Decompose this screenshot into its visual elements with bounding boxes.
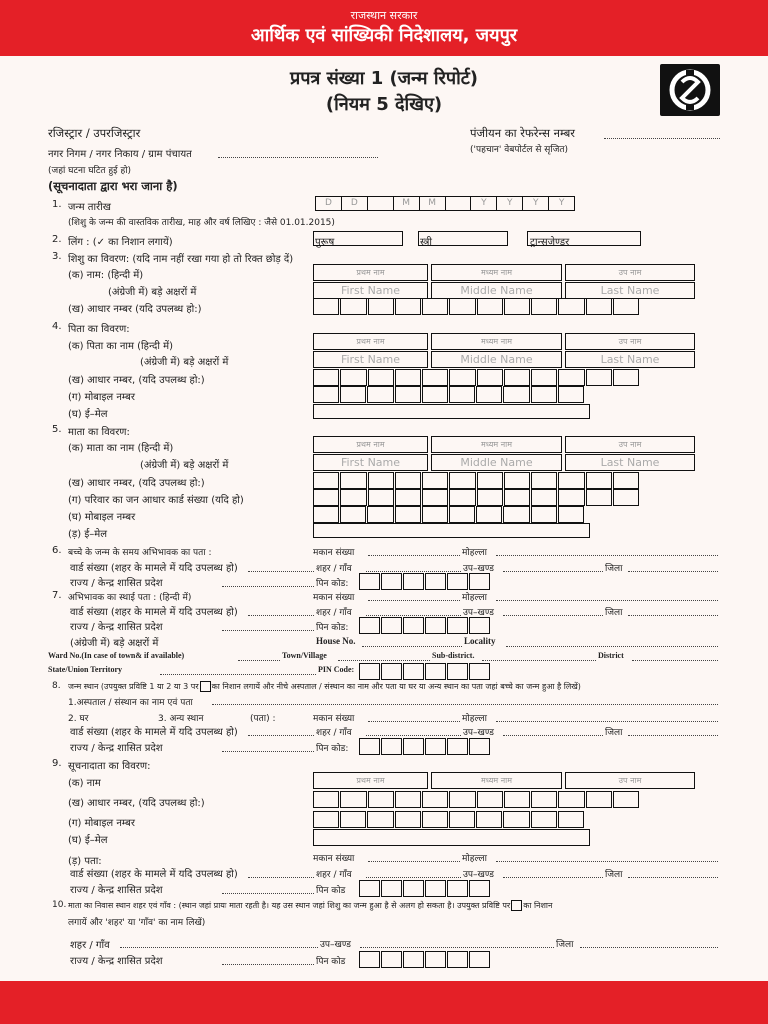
local-body-label: नगर निगम / नगर निकाय / ग्राम पंचायत [48, 149, 192, 160]
hospital-field[interactable] [212, 704, 718, 705]
s10-district-field[interactable] [580, 947, 718, 948]
informant-addr-label: (ड़) पता: [68, 856, 102, 867]
dob-input[interactable]: D D M M Y Y Y Y [315, 196, 575, 211]
informant-details-label: सूचनादाता का विवरण: [68, 761, 151, 772]
s7-sub-field[interactable] [503, 615, 603, 616]
s9-district-field[interactable] [628, 877, 718, 878]
mother-name-en-label: (अंग्रेजी में) बड़े अक्षरों में [140, 460, 229, 471]
s6-ward-label: वार्ड संख्या (शहर के मामले में यदि उपलब्ध हो) [70, 563, 238, 574]
informant-aadhaar-input[interactable] [313, 791, 640, 808]
s10-sub-label: उप–खण्ड [320, 940, 351, 950]
informant-fill-note: (सूचनादाता द्वारा भरा जाना है) [48, 179, 178, 193]
jan-aadhaar-label: (ग) परिवार का जन आधार कार्ड संख्या (यदि हो) [68, 495, 244, 506]
district-en-label: District [598, 651, 624, 660]
birth-home-label: 2. घर [68, 714, 89, 724]
father-middle-hi[interactable]: मध्यम नाम [431, 333, 562, 350]
pehchan-logo-icon [660, 64, 720, 116]
father-middle-en[interactable]: Middle Name [431, 351, 562, 368]
s6-pin-input[interactable] [359, 573, 491, 590]
s8-house-label: मकान संख्या [313, 714, 355, 724]
s7-city-field[interactable] [366, 615, 461, 616]
s7-state-label: राज्य / केन्द्र शासित प्रदेश [70, 622, 163, 633]
father-email-label: (घ) ई–मेल [68, 409, 108, 420]
locality-en-field[interactable] [506, 646, 718, 647]
father-first-en[interactable]: First Name [313, 351, 428, 368]
s7-num: 7. [52, 590, 62, 601]
informant-first[interactable]: प्रथम नाम [313, 772, 428, 789]
mother-residence-line2: लगायें और 'शहर' या 'गाँव' का नाम लिखें) [68, 918, 206, 928]
department-name: आर्थिक एवं सांख्यिकी निदेशालय, जयपुर [250, 25, 518, 46]
s8-state-field[interactable] [222, 751, 314, 752]
s6-sub-field[interactable] [503, 571, 603, 572]
subdist-en-field[interactable] [482, 660, 596, 661]
event-place-note: (जहां घटना घटित हुई हो) [48, 166, 132, 176]
hospital-label: 1.अस्पताल / संस्थान का नाम एवं पता [68, 698, 193, 708]
s6-district-label: जिला [605, 564, 623, 574]
s9-district-label: जिला [605, 870, 623, 880]
informant-name-label: (क) नाम [68, 778, 101, 789]
mother-middle-en[interactable]: Middle Name [431, 454, 562, 471]
father-name-en-label: (अंग्रेजी में) बड़े अक्षरों में [140, 357, 229, 368]
s6-state-field[interactable] [222, 586, 314, 587]
s9-ward-field[interactable] [248, 877, 314, 878]
informant-email-input[interactable] [313, 829, 590, 846]
s9-ward-label: वार्ड संख्या (शहर के मामले में यदि उपलब्ध हो) [70, 869, 238, 880]
father-last-en[interactable]: Last Name [565, 351, 695, 368]
mother-name-hi-label: (क) माता का नाम (हिन्दी में) [68, 443, 174, 454]
s8-sub-field[interactable] [503, 735, 603, 736]
house-en-label: House No. [316, 636, 356, 646]
check-sample-icon [200, 681, 211, 692]
pin-en-input[interactable] [359, 663, 491, 680]
locality-en-label: Locality [464, 636, 496, 646]
father-first-hi[interactable]: प्रथम नाम [313, 333, 428, 350]
informant-email-label: (घ) ई–मेल [68, 835, 108, 846]
state-en-label: State/Union Territory [48, 665, 122, 674]
s7-district-label: जिला [605, 608, 623, 618]
s7-state-field[interactable] [222, 630, 314, 631]
s9-mohalla-field[interactable] [496, 861, 718, 862]
ward-en-field[interactable] [238, 660, 280, 661]
state-en-field[interactable] [160, 674, 316, 675]
s6-house-label: मकान संख्या [313, 548, 355, 558]
s10-state-field[interactable] [222, 964, 314, 965]
child-middle-en[interactable]: Middle Name [431, 282, 562, 299]
s7-house-label: मकान संख्या [313, 593, 355, 603]
s10-state-label: राज्य / केन्द्र शासित प्रदेश [70, 956, 163, 967]
s8-num: 8. [52, 681, 61, 691]
s10-pin-label: पिन कोड [316, 957, 346, 967]
mother-middle-hi[interactable]: मध्यम नाम [431, 436, 562, 453]
s9-city-label: शहर / गाँव [316, 870, 352, 880]
house-en-field[interactable] [362, 646, 462, 647]
dob-note: (शिशु के जन्म की वास्तविक तारीख, माह और वर्ष लिखिए : जैसे 01.01.2015) [68, 218, 335, 228]
s8-state-label: राज्य / केन्द्र शासित प्रदेश [70, 743, 163, 754]
trans-checkbox[interactable] [527, 231, 641, 246]
mother-mobile-input[interactable] [313, 506, 585, 523]
pin-en-label: PIN Code: [318, 665, 355, 674]
s10-sub-field[interactable] [360, 947, 554, 948]
father-last-hi[interactable]: उप नाम [565, 333, 695, 350]
father-name-hi-label: (क) पिता का नाम (हिन्दी में) [68, 341, 173, 352]
registrar-label: रजिस्ट्रार / उपरजिस्ट्रार [48, 126, 141, 140]
mother-residence-label: माता का निवास स्थान शहर एवं गाँव : (स्थान जहां प्रायः माता रहती है। यह उस स्थान जहां शिशु का जन्म हुआ है से अलग हो सकता है। उपयुक्त प्रविष्टि पर का निशान [68, 901, 553, 910]
s8-sub-label: उप–खण्ड [463, 728, 494, 738]
child-first-hi[interactable]: प्रथम नाम [313, 264, 428, 281]
child-name-en-label: (अंग्रेजी में) बड़े अक्षरों में [108, 287, 197, 298]
s8-pin-label: पिन कोड: [316, 744, 349, 754]
s9-sub-field[interactable] [503, 877, 603, 878]
s10-city-label: शहर / गाँव [70, 940, 110, 951]
child-first-en[interactable]: First Name [313, 282, 428, 299]
footer-banner [0, 981, 768, 1024]
father-email-input[interactable] [313, 404, 590, 419]
s9-num: 9. [52, 758, 62, 769]
s7-mohalla-field[interactable] [496, 600, 718, 601]
informant-last[interactable]: उप नाम [565, 772, 695, 789]
town-en-label: Town/Village [282, 651, 327, 660]
header-banner [0, 0, 768, 56]
mother-details-label: माता का विवरण: [68, 427, 130, 438]
s9-house-label: मकान संख्या [313, 854, 355, 864]
father-mobile-label: (ग) मोबाइल नम्बर [68, 392, 135, 403]
mother-email-label: (ड़) ई–मेल [68, 529, 108, 540]
informant-middle[interactable]: मध्यम नाम [431, 772, 562, 789]
mother-last-en[interactable]: Last Name [565, 454, 695, 471]
birth-addr-label: (पता) : [250, 714, 276, 724]
s9-city-field[interactable] [366, 877, 461, 878]
s6-num: 6. [52, 545, 62, 556]
s10-district-label: जिला [556, 940, 574, 950]
s7-pin-input[interactable] [359, 617, 491, 634]
s8-pin-input[interactable] [359, 738, 491, 755]
s6-district-field[interactable] [628, 571, 718, 572]
s9-mohalla-label: मोहल्ला [462, 854, 487, 864]
informant-aadhaar-label: (ख) आधार नम्बर, (यदि उपलब्ध हो:) [68, 798, 205, 809]
jan-aadhaar-input[interactable] [313, 489, 640, 506]
female-checkbox[interactable] [418, 231, 508, 246]
s9-pin-input[interactable] [359, 880, 491, 897]
s6-city-label: शहर / गाँव [316, 564, 352, 574]
s9-state-field[interactable] [222, 893, 314, 894]
mother-first-hi[interactable]: प्रथम नाम [313, 436, 428, 453]
s9-house-field[interactable] [368, 861, 460, 862]
mother-email-input[interactable] [313, 523, 590, 538]
male-checkbox[interactable] [313, 231, 403, 246]
s3-num: 3. [52, 251, 62, 262]
s7-pin-label: पिन कोड: [316, 623, 349, 633]
child-details-label: शिशु का विवरण: (यदि नाम नहीं रखा गया हो तो रिक्त छोड़ दें) [68, 254, 294, 265]
s6-house-field[interactable] [368, 555, 460, 556]
subdist-en-label: Sub-district. [432, 651, 475, 660]
form-rule: (नियम 5 देखिए) [325, 94, 443, 115]
female-label: स्त्री [420, 237, 432, 248]
district-en-field[interactable] [632, 660, 718, 661]
s6-mohalla-field[interactable] [496, 555, 718, 556]
s8-city-label: शहर / गाँव [316, 728, 352, 738]
s9-sub-label: उप–खण्ड [463, 870, 494, 880]
ward-en-label: Ward No.(In case of town& if available) [48, 651, 185, 660]
reg-ref-field[interactable] [604, 138, 720, 139]
s1-num: 1. [52, 199, 62, 210]
s8-district-field[interactable] [628, 735, 718, 736]
s8-city-field[interactable] [366, 735, 461, 736]
s7-mohalla-label: मोहल्ला [462, 593, 487, 603]
s6-ward-field[interactable] [248, 571, 314, 572]
s10-pin-input[interactable] [359, 951, 491, 968]
child-last-en[interactable]: Last Name [565, 282, 695, 299]
gender-label: लिंग : (✓ का निशान लगायें) [68, 237, 173, 248]
mother-last-hi[interactable]: उप नाम [565, 436, 695, 453]
s6-city-field[interactable] [366, 571, 461, 572]
trans-label: ट्रान्सजेण्डर [530, 237, 570, 248]
s9-state-label: राज्य / केन्द्र शासित प्रदेश [70, 885, 163, 896]
permanent-address-label: अभिभावक का स्थाई पता : (हिन्दी में) [68, 593, 192, 603]
s7-house-field[interactable] [368, 600, 460, 601]
s7-en-caps-label: (अंग्रेजी में) बड़े अक्षरों में [70, 638, 159, 649]
informant-mobile-label: (ग) मोबाइल नम्बर [68, 818, 135, 829]
child-aadhaar-input[interactable] [313, 298, 640, 315]
s2-num: 2. [52, 234, 62, 245]
s8-mohalla-label: मोहल्ला [462, 714, 487, 724]
s4-num: 4. [52, 321, 62, 332]
s7-sub-label: उप–खण्ड [463, 608, 494, 618]
reg-ref-note: ('पहचान' वेबपोर्टल से सृजित) [470, 145, 569, 155]
child-last-hi[interactable]: उप नाम [565, 264, 695, 281]
father-details-label: पिता का विवरण: [68, 324, 130, 335]
child-name-hi-label: (क) नाम: (हिन्दी में) [68, 270, 144, 281]
check-sample-icon [511, 900, 522, 911]
s8-district-label: जिला [605, 728, 623, 738]
child-middle-hi[interactable]: मध्यम नाम [431, 264, 562, 281]
s6-mohalla-label: मोहल्ला [462, 548, 487, 558]
informant-mobile-input[interactable] [313, 811, 585, 828]
s7-district-field[interactable] [628, 615, 718, 616]
s7-ward-label: वार्ड संख्या (शहर के मामले में यदि उपलब्ध हो) [70, 607, 238, 618]
father-aadhaar-input[interactable] [313, 369, 640, 386]
male-label: पुरूष [315, 237, 335, 248]
birth-address-label: बच्चे के जन्म के समय अभिभावक का पता : [68, 548, 212, 558]
mother-aadhaar-label: (ख) आधार नम्बर, (यदि उपलब्ध हो:) [68, 478, 205, 489]
s10-num: 10. [52, 900, 67, 910]
s6-state-label: राज्य / केन्द्र शासित प्रदेश [70, 578, 163, 589]
reg-ref-label: पंजीयन का रेफरेन्स नम्बर [470, 126, 576, 140]
dob-label: जन्म तारीख [68, 202, 111, 213]
s5-num: 5. [52, 424, 62, 435]
father-mobile-input[interactable] [313, 386, 585, 403]
town-en-field[interactable] [338, 660, 430, 661]
mother-aadhaar-input[interactable] [313, 472, 640, 489]
s6-pin-label: पिन कोड: [316, 579, 349, 589]
government-name: राजस्थान सरकार [350, 9, 418, 22]
local-body-field[interactable] [218, 157, 378, 158]
s8-house-field[interactable] [368, 721, 460, 722]
form-title: प्रपत्र संख्या 1 (जन्म रिपोर्ट) [289, 68, 479, 89]
birth-other-label: 3. अन्य स्थान [158, 714, 204, 724]
s7-ward-field[interactable] [248, 615, 314, 616]
mother-first-en[interactable]: First Name [313, 454, 428, 471]
father-aadhaar-label: (ख) आधार नम्बर, (यदि उपलब्ध हो:) [68, 375, 205, 386]
s7-city-label: शहर / गाँव [316, 608, 352, 618]
birthplace-label: जन्म स्थान (उपयुक्त प्रविष्टि 1 या 2 या 3 पर का निशान लगायें और नीचे अस्पताल / संस्थान का नाम और पता या घर या अन्य स्थान का पता जहां बच्चे का जन्म हुआ है लिखें) [68, 682, 581, 691]
s9-pin-label: पिन कोड [316, 886, 346, 896]
s8-ward-label: वार्ड संख्या (शहर के मामले में यदि उपलब्ध हो) [70, 727, 238, 738]
s8-ward-field[interactable] [248, 735, 314, 736]
s10-city-field[interactable] [120, 947, 318, 948]
mother-mobile-label: (घ) मोबाइल नम्बर [68, 512, 136, 523]
child-aadhaar-label: (ख) आधार नम्बर (यदि उपलब्ध हो:) [68, 304, 202, 315]
s8-mohalla-field[interactable] [496, 721, 718, 722]
s6-sub-label: उप–खण्ड [463, 564, 494, 574]
